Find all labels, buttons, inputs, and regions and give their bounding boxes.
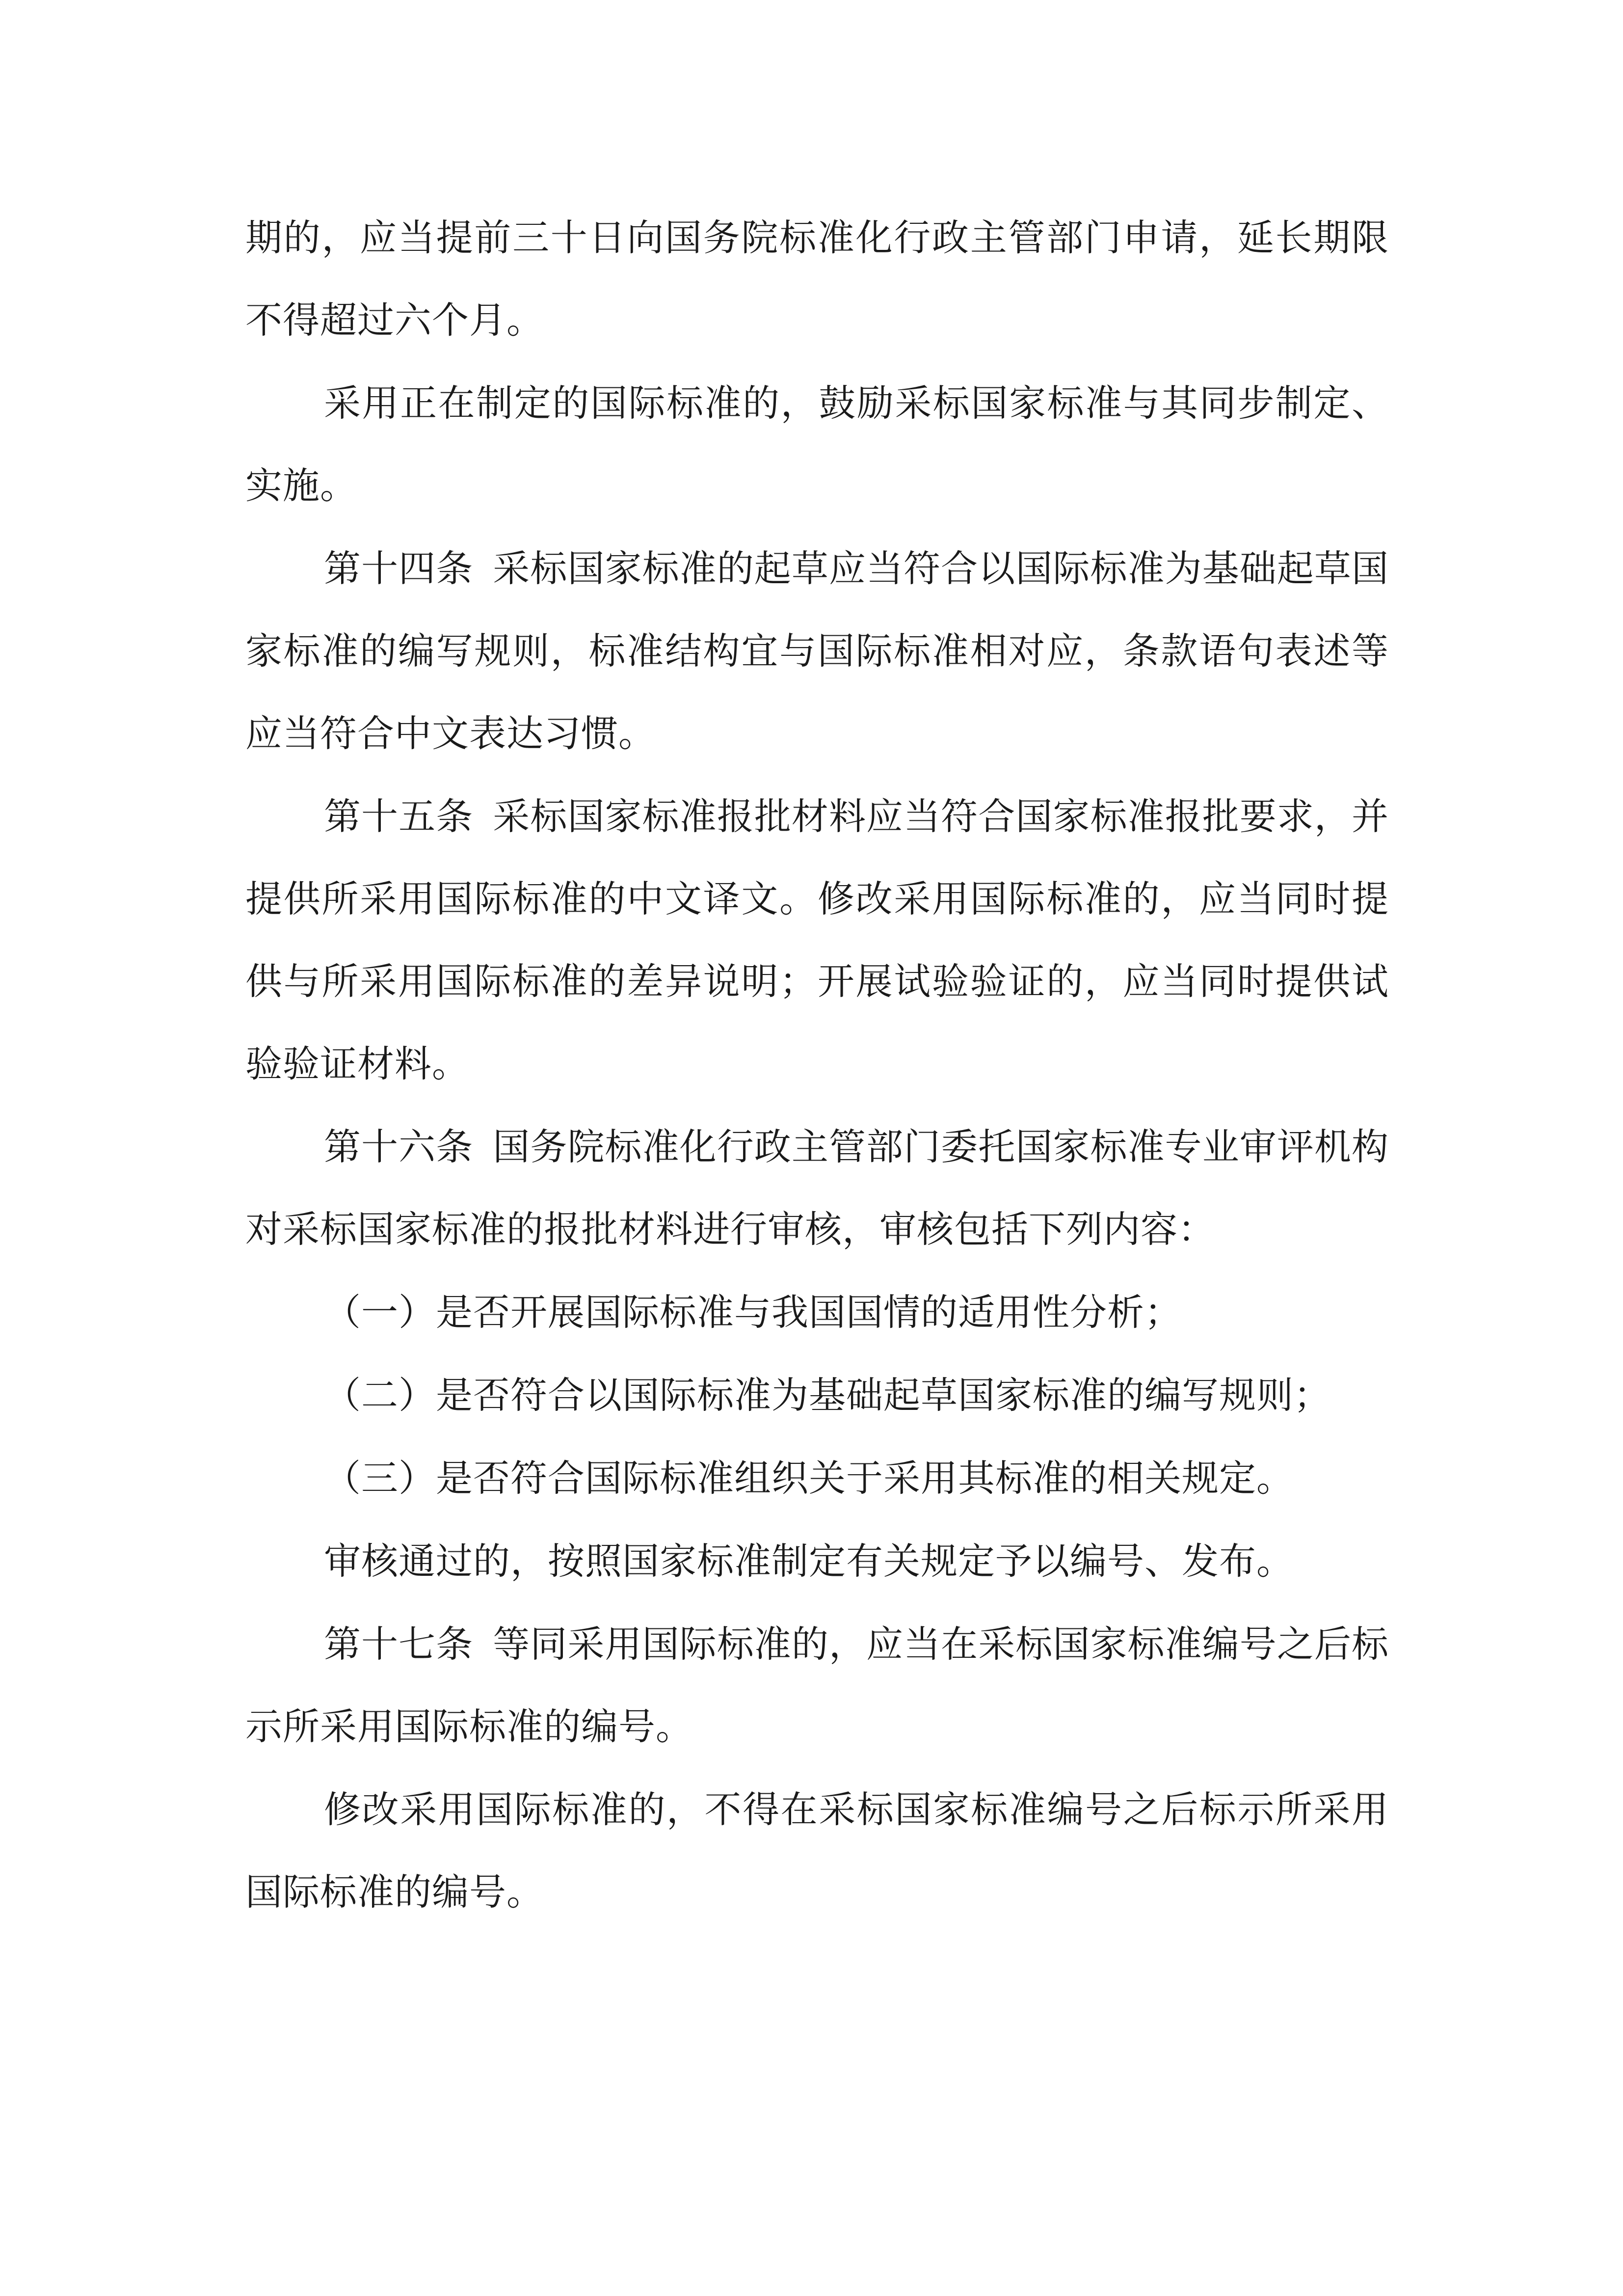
paragraph-approval: 审核通过的，按照国家标准制定有关规定予以编号、发布。 [324, 1540, 1294, 1583]
article-15-label: 第十五条 [324, 795, 474, 838]
paragraph-adoption-of-drafts: 采用正在制定的国际标准的，鼓励采标国家标准与其同步制定、实施。 [245, 381, 1389, 507]
article-17 [245, 1603, 1389, 1768]
article-16 [245, 1106, 1389, 1270]
article-17-text: 等同采用国际标准的，应当在采标国家标准编号之后标示所采用国际标准的编号。 [245, 1622, 1389, 1748]
review-item-1: （一）是否开展国际标准与我国国情的适用性分析； [324, 1291, 1182, 1334]
paragraph-modified-adoption: 修改采用国际标准的，不得在采标国家标准编号之后标示所采用国际标准的编号。 [245, 1788, 1389, 1914]
article-14-label: 第十四条 [324, 547, 474, 590]
article-14 [245, 527, 1389, 775]
article-15-text: 采标国家标准报批材料应当符合国家标准报批要求，并提供所采用国际标准的中文译文。修改采用国际标准的，应当同时提供与所采用国际标准的差异说明；开展试验验证的，应当同时提供试验验证材料。 [245, 795, 1389, 1085]
article-15 [245, 775, 1389, 1105]
article-16-label: 第十六条 [324, 1125, 474, 1168]
document-body [245, 196, 1389, 1934]
article-14-text: 采标国家标准的起草应当符合以国际标准为基础起草国家标准的编写规则，标准结构宜与国际标准相对应，条款语句表述等应当符合中文表达习惯。 [245, 547, 1389, 755]
article-16-text: 国务院标准化行政主管部门委托国家标准专业审评机构对采标国家标准的报批材料进行审核，审核包括下列内容： [245, 1125, 1389, 1251]
review-item-2: （二）是否符合以国际标准为基础起草国家标准的编写规则； [324, 1374, 1331, 1417]
paragraph-continuation: 期的，应当提前三十日向国务院标准化行政主管部门申请，延长期限不得超过六个月。 [245, 216, 1389, 342]
review-item-3: （三）是否符合国际标准组织关于采用其标准的相关规定。 [324, 1457, 1294, 1500]
article-17-label: 第十七条 [324, 1622, 474, 1666]
